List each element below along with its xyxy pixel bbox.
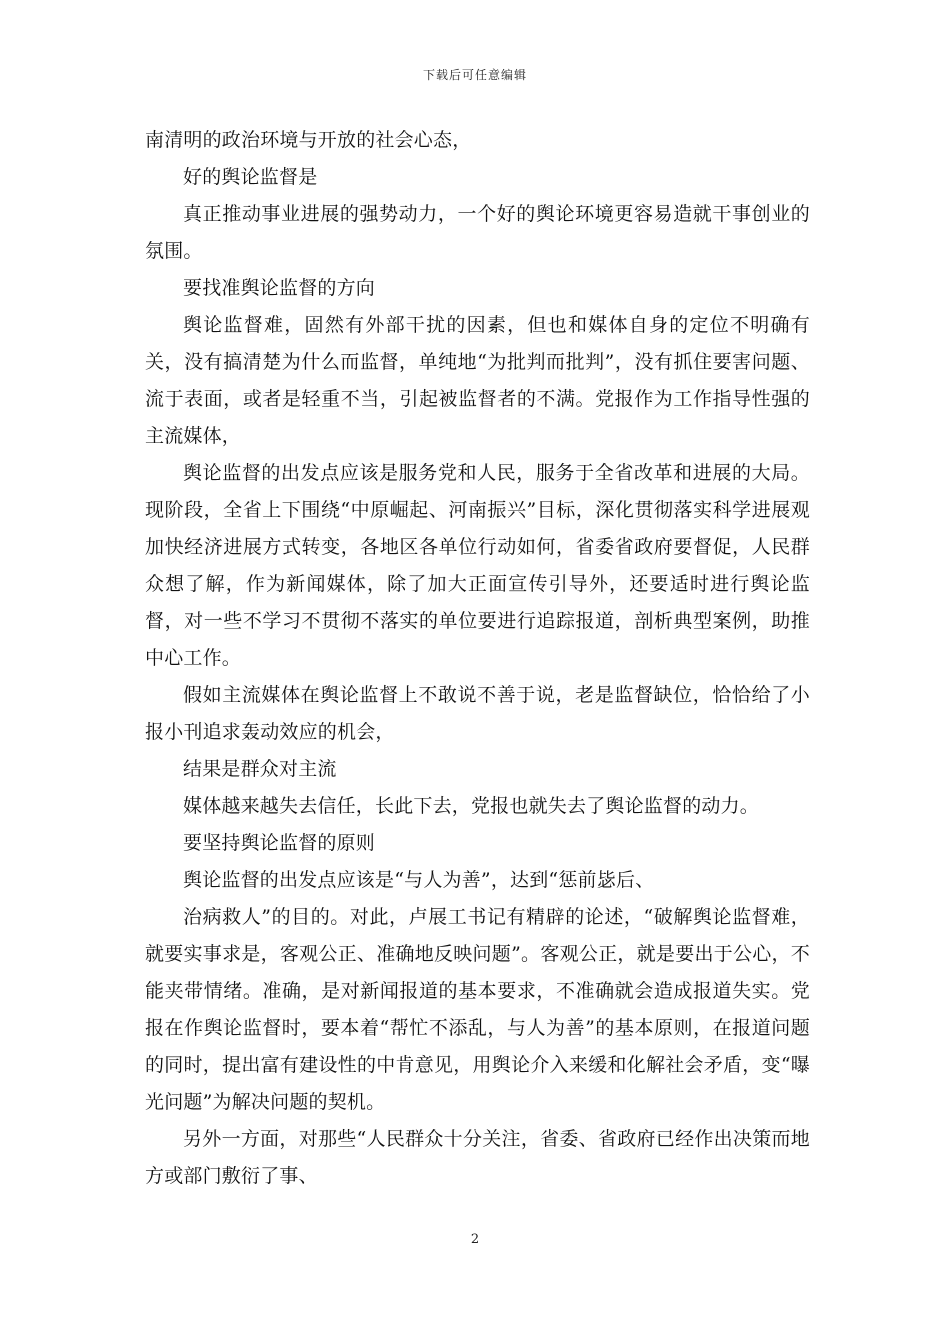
paragraph: 真正推动事业进展的强势动力，一个好的舆论环境更容易造就干事创业的氛围。: [145, 203, 810, 262]
paragraph: 舆论监督难，固然有外部干扰的因素，但也和媒体自身的定位不明确有关，没有搞清楚为什么而监督，单纯地“为批判而批判”，没有抓住要害问题、流于表面，或者是轻重不当，引起被监督者的不满。党报作为工作指导性强的主流媒体，: [145, 314, 810, 447]
document-body: [145, 122, 810, 1195]
paragraph: 另外一方面，对那些“人民群众十分关注，省委、省政府已经作出决策而地方或部门敷衍了事、: [145, 1128, 810, 1187]
paragraph: 治病救人”的目的。对此，卢展工书记有精辟的论述，“破解舆论监督难，就要实事求是，客观公正、准确地反映问题”。客观公正，就是要出于公心，不能夹带情绪。准确，是对新闻报道的基本要求，不准确就会造成报道失实。党报在作舆论监督时，要本着“帮忙不添乱，与人为善”的基本原则，在报道问题的同时，提出富有建设性的中肯意见，用舆论介入来缓和化解社会矛盾，变“曝光问题”为解决问题的契机。: [145, 906, 810, 1113]
page-number: 2: [470, 1232, 480, 1247]
page-header: 下载后可任意编辑: [422, 68, 527, 82]
paragraph: 好的舆论监督是: [183, 166, 318, 188]
paragraph: 结果是群众对主流: [183, 758, 337, 780]
paragraph: 南清明的政治环境与开放的社会心态，: [145, 129, 472, 151]
section-heading: 要找准舆论监督的方向: [183, 277, 376, 299]
paragraph: 舆论监督的出发点应该是“与人为善”，达到“惩前毖后、: [183, 869, 655, 891]
paragraph: 媒体越来越失去信任，长此下去，党报也就失去了舆论监督的动力。: [183, 795, 760, 817]
paragraph: 舆论监督的出发点应该是服务党和人民，服务于全省改革和进展的大局。现阶段，全省上下围绕“中原崛起、河南振兴”目标，深化贯彻落实科学进展观加快经济进展方式转变，各地区各单位行动如何，省委省政府要督促，人民群众想了解，作为新闻媒体，除了加大正面宣传引导外，还要适时进行舆论监督，对一些不学习不贯彻不落实的单位要进行追踪报道，剖析典型案例，助推中心工作。: [145, 462, 810, 669]
paragraph: 假如主流媒体在舆论监督上不敢说不善于说，老是监督缺位，恰恰给了小报小刊追求轰动效应的机会，: [145, 684, 810, 743]
section-heading: 要坚持舆论监督的原则: [183, 832, 376, 854]
